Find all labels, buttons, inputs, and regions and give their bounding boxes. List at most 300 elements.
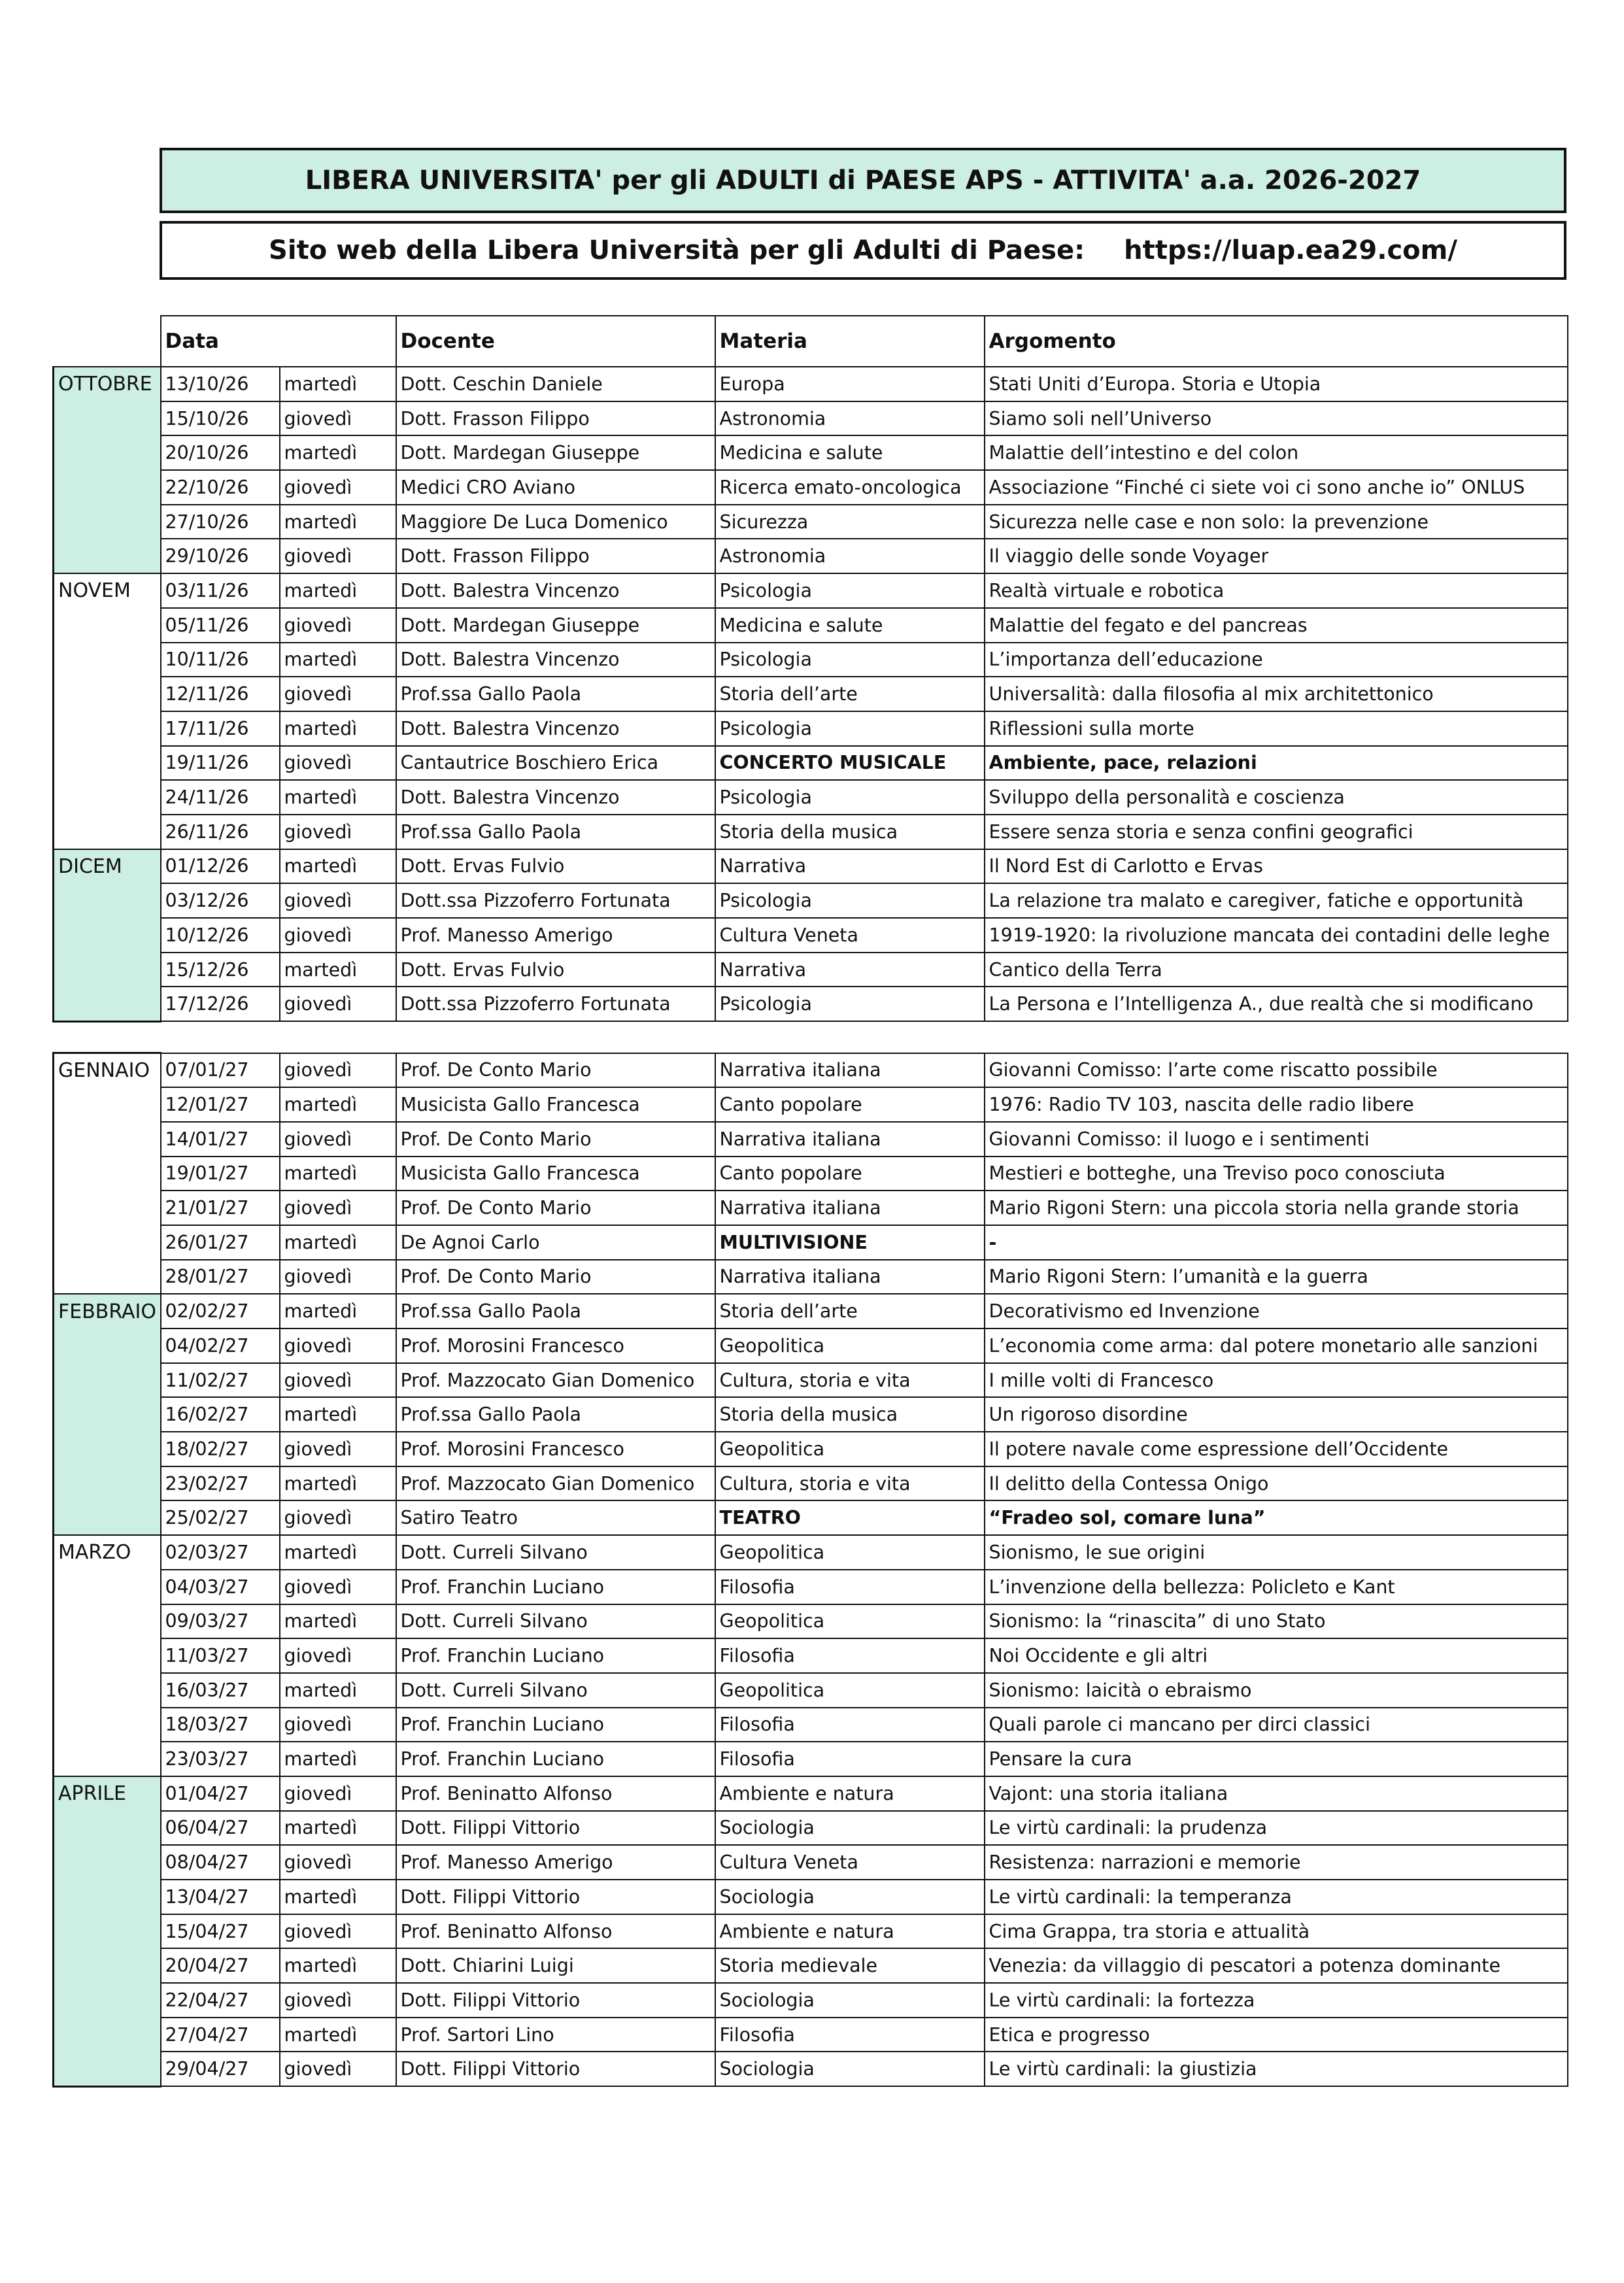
date-cell: 22/10/26 [161,470,280,505]
subject-cell: Filosofia [715,1708,985,1742]
subject-cell: Psicologia [715,643,985,677]
subject-cell: Canto popolare [715,1087,985,1122]
date-cell: 07/01/27 [161,1053,280,1088]
teacher-cell: Prof. Franchin Luciano [396,1708,715,1742]
subject-cell: Medicina e salute [715,608,985,643]
month-label: MARZO [54,1535,161,1570]
topic-cell: Giovanni Comisso: il luogo e i sentimenti [985,1122,1568,1157]
date-cell: 02/02/27 [161,1294,280,1328]
date-cell: 22/04/27 [161,1983,280,2018]
teacher-cell: Prof.ssa Gallo Paola [396,677,715,711]
topic-cell: Un rigoroso disordine [985,1397,1568,1432]
month-cell [54,1638,161,1673]
table-row [54,918,1568,953]
weekday-cell: giovedì [280,401,396,436]
topic-cell: L’importanza dell’educazione [985,643,1568,677]
teacher-cell: Satiro Teatro [396,1500,715,1535]
subject-cell: CONCERTO MUSICALE [715,746,985,781]
teacher-cell: Dott. Balestra Vincenzo [396,780,715,815]
table-row [54,815,1568,849]
teacher-cell: Dott. Mardegan Giuseppe [396,608,715,643]
weekday-cell: giovedì [280,918,396,953]
topic-cell: Il delitto della Contessa Onigo [985,1466,1568,1501]
month-cell [54,711,161,746]
date-cell: 01/04/27 [161,1776,280,1811]
date-cell: 16/02/27 [161,1397,280,1432]
weekday-cell: martedì [280,849,396,884]
month-cell [54,780,161,815]
topic-cell: Sionismo: la “rinascita” di uno Stato [985,1604,1568,1639]
topic-cell: Malattie dell’intestino e del colon [985,435,1568,470]
date-cell: 23/03/27 [161,1742,280,1776]
weekday-cell: giovedì [280,1570,396,1604]
teacher-cell: Prof. Morosini Francesco [396,1432,715,1466]
date-cell: 29/10/26 [161,539,280,573]
topic-cell: Le virtù cardinali: la fortezza [985,1983,1568,2018]
subject-cell: Cultura, storia e vita [715,1466,985,1501]
subject-cell: Filosofia [715,1638,985,1673]
date-cell: 24/11/26 [161,780,280,815]
subject-cell: Storia dell’arte [715,677,985,711]
table-row [54,849,1568,884]
table-row [54,1363,1568,1398]
month-cell [54,608,161,643]
topic-cell: Decorativismo ed Invenzione [985,1294,1568,1328]
table-row [54,643,1568,677]
table-row [54,505,1568,539]
topic-cell: La Persona e l’Intelligenza A., due realtà che si modificano [985,987,1568,1021]
weekday-cell: martedì [280,1811,396,1846]
subject-cell: Astronomia [715,401,985,436]
subject-cell: Psicologia [715,987,985,1021]
teacher-cell: Dott. Mardegan Giuseppe [396,435,715,470]
teacher-cell: Prof. Manesso Amerigo [396,918,715,953]
subject-cell: Narrativa italiana [715,1191,985,1225]
date-cell: 18/02/27 [161,1432,280,1466]
weekday-cell: martedì [280,2018,396,2052]
subject-cell: Filosofia [715,1570,985,1604]
teacher-cell: De Agnoi Carlo [396,1225,715,1260]
weekday-cell: martedì [280,953,396,987]
topic-cell: Resistenza: narrazioni e memorie [985,1845,1568,1880]
subject-cell: Storia dell’arte [715,1294,985,1328]
topic-cell: Siamo soli nell’Universo [985,401,1568,436]
topic-cell: Venezia: da villaggio di pescatori a potenza dominante [985,1948,1568,1983]
topic-cell: 1976: Radio TV 103, nascita delle radio libere [985,1087,1568,1122]
subject-cell: Narrativa italiana [715,1053,985,1088]
teacher-cell: Prof. De Conto Mario [396,1053,715,1088]
topic-cell: Sionismo: laicità o ebraismo [985,1673,1568,1708]
table-row [54,1983,1568,2018]
topic-cell: La relazione tra malato e caregiver, fatiche e opportunità [985,883,1568,918]
header-date: Data [161,316,396,367]
teacher-cell: Dott. Filippi Vittorio [396,1811,715,1846]
date-cell: 18/03/27 [161,1708,280,1742]
subject-cell: TEATRO [715,1500,985,1535]
month-cell [54,1397,161,1432]
month-cell [54,505,161,539]
subject-cell: Sociologia [715,1880,985,1914]
table-row [54,987,1568,1021]
table-row [54,1157,1568,1191]
table-row [54,1432,1568,1466]
date-cell: 01/12/26 [161,849,280,884]
table-row [54,435,1568,470]
website-label: Sito web della Libera Università per gli Adulti di Paese: [269,235,1085,265]
month-cell [54,1742,161,1776]
table-row [54,883,1568,918]
teacher-cell: Prof. De Conto Mario [396,1260,715,1294]
topic-cell: - [985,1225,1568,1260]
table-row [54,1880,1568,1914]
subject-cell: Geopolitica [715,1535,985,1570]
subject-cell: Filosofia [715,2018,985,2052]
month-cell [54,677,161,711]
weekday-cell: martedì [280,1087,396,1122]
date-cell: 23/02/27 [161,1466,280,1501]
header-teacher: Docente [396,316,715,367]
teacher-cell: Dott.ssa Pizzoferro Fortunata [396,987,715,1021]
topic-cell: “Fradeo sol, comare luna” [985,1500,1568,1535]
teacher-cell: Dott. Frasson Filippo [396,401,715,436]
weekday-cell: martedì [280,1157,396,1191]
subject-cell: Narrativa italiana [715,1260,985,1294]
topic-cell: Il Nord Est di Carlotto e Ervas [985,849,1568,884]
date-cell: 12/01/27 [161,1087,280,1122]
subject-cell: Psicologia [715,883,985,918]
subject-cell: Geopolitica [715,1328,985,1363]
table-header-row [54,316,1568,367]
table-row [54,539,1568,573]
table-row [54,470,1568,505]
subject-cell: Sicurezza [715,505,985,539]
weekday-cell: giovedì [280,1432,396,1466]
month-label: DICEM [54,849,161,884]
table-row [54,677,1568,711]
date-cell: 11/02/27 [161,1363,280,1398]
subject-cell: Sociologia [715,1983,985,2018]
subject-cell: Storia della musica [715,815,985,849]
table-row [54,1225,1568,1260]
teacher-cell: Musicista Gallo Francesca [396,1157,715,1191]
topic-cell: Noi Occidente e gli altri [985,1638,1568,1673]
teacher-cell: Dott. Filippi Vittorio [396,1880,715,1914]
weekday-cell: martedì [280,1742,396,1776]
weekday-cell: giovedì [280,1053,396,1088]
table-row [54,1122,1568,1157]
table-row [54,1535,1568,1570]
weekday-cell: martedì [280,711,396,746]
table-row [54,711,1568,746]
date-cell: 12/11/26 [161,677,280,711]
month-cell [54,2052,161,2086]
month-cell [54,1328,161,1363]
topic-cell: Stati Uniti d’Europa. Storia e Utopia [985,367,1568,401]
date-cell: 15/04/27 [161,1914,280,1949]
subject-cell: Filosofia [715,1742,985,1776]
table-row [54,367,1568,401]
teacher-cell: Prof.ssa Gallo Paola [396,815,715,849]
month-cell [54,1880,161,1914]
topic-cell: Le virtù cardinali: la giustizia [985,2052,1568,2086]
subject-cell: Medicina e salute [715,435,985,470]
weekday-cell: giovedì [280,1191,396,1225]
table-row [54,953,1568,987]
topic-cell: Essere senza storia e senza confini geografici [985,815,1568,849]
month-cell [54,1157,161,1191]
teacher-cell: Dott. Balestra Vincenzo [396,573,715,608]
date-cell: 13/10/26 [161,367,280,401]
date-cell: 17/11/26 [161,711,280,746]
weekday-cell: martedì [280,1294,396,1328]
table-row [54,1708,1568,1742]
date-cell: 29/04/27 [161,2052,280,2086]
schedule-table-winter-spring [52,1052,1568,2088]
subject-cell: Narrativa [715,953,985,987]
month-cell [54,539,161,573]
subject-cell: Psicologia [715,573,985,608]
month-cell [54,643,161,677]
date-cell: 15/10/26 [161,401,280,436]
topic-cell: Le virtù cardinali: la prudenza [985,1811,1568,1846]
month-label: NOVEM [54,573,161,608]
month-cell [54,1191,161,1225]
table-row [54,1845,1568,1880]
date-cell: 09/03/27 [161,1604,280,1639]
date-cell: 15/12/26 [161,953,280,987]
table-row [54,1260,1568,1294]
weekday-cell: giovedì [280,1914,396,1949]
weekday-cell: martedì [280,1948,396,1983]
subject-cell: Sociologia [715,2052,985,2086]
date-cell: 02/03/27 [161,1535,280,1570]
weekday-cell: martedì [280,643,396,677]
table-row [54,1673,1568,1708]
topic-cell: Malattie del fegato e del pancreas [985,608,1568,643]
weekday-cell: giovedì [280,883,396,918]
website-url[interactable]: https://luap.ea29.com/ [1124,235,1457,265]
month-label: OTTOBRE [54,367,161,401]
month-cell [54,1604,161,1639]
date-cell: 20/04/27 [161,1948,280,1983]
month-cell [54,1673,161,1708]
document-title: LIBERA UNIVERSITA' per gli ADULTI di PAESE APS - ATTIVITA' a.a. 2026-2027 [305,165,1421,195]
weekday-cell: giovedì [280,1638,396,1673]
month-cell [54,1983,161,2018]
month-cell [54,1087,161,1122]
weekday-cell: martedì [280,780,396,815]
topic-cell: L’invenzione della bellezza: Policleto e Kant [985,1570,1568,1604]
date-cell: 06/04/27 [161,1811,280,1846]
date-cell: 14/01/27 [161,1122,280,1157]
weekday-cell: giovedì [280,608,396,643]
teacher-cell: Prof. De Conto Mario [396,1191,715,1225]
teacher-cell: Prof. Franchin Luciano [396,1742,715,1776]
month-cell [54,918,161,953]
teacher-cell: Prof. Beninatto Alfonso [396,1914,715,1949]
subject-cell: Psicologia [715,711,985,746]
date-cell: 25/02/27 [161,1500,280,1535]
teacher-cell: Prof. De Conto Mario [396,1122,715,1157]
weekday-cell: giovedì [280,539,396,573]
topic-cell: Associazione “Finché ci siete voi ci sono anche io” ONLUS [985,470,1568,505]
teacher-cell: Cantautrice Boschiero Erica [396,746,715,781]
weekday-cell: martedì [280,1397,396,1432]
teacher-cell: Medici CRO Aviano [396,470,715,505]
month-cell [54,1708,161,1742]
teacher-cell: Dott. Ceschin Daniele [396,367,715,401]
month-cell [54,1466,161,1501]
month-cell [54,883,161,918]
weekday-cell: giovedì [280,1122,396,1157]
month-cell [54,1225,161,1260]
date-cell: 11/03/27 [161,1638,280,1673]
teacher-cell: Prof. Beninatto Alfonso [396,1776,715,1811]
table-row [54,1742,1568,1776]
teacher-cell: Prof. Mazzocato Gian Domenico [396,1466,715,1501]
topic-cell: Le virtù cardinali: la temperanza [985,1880,1568,1914]
weekday-cell: giovedì [280,1776,396,1811]
table-row [54,1638,1568,1673]
month-cell [54,1432,161,1466]
subject-cell: Sociologia [715,1811,985,1846]
subject-cell: Ambiente e natura [715,1776,985,1811]
topic-cell: Il potere navale come espressione dell’Occidente [985,1432,1568,1466]
teacher-cell: Maggiore De Luca Domenico [396,505,715,539]
topic-cell: L’economia come arma: dal potere monetario alle sanzioni [985,1328,1568,1363]
date-cell: 08/04/27 [161,1845,280,1880]
subject-cell: Narrativa italiana [715,1122,985,1157]
teacher-cell: Prof. Morosini Francesco [396,1328,715,1363]
teacher-cell: Prof. Franchin Luciano [396,1638,715,1673]
date-cell: 16/03/27 [161,1673,280,1708]
subject-cell: Cultura, storia e vita [715,1363,985,1398]
teacher-cell: Dott. Curreli Silvano [396,1673,715,1708]
teacher-cell: Dott. Chiarini Luigi [396,1948,715,1983]
header-topic: Argomento [985,316,1568,367]
date-cell: 03/11/26 [161,573,280,608]
weekday-cell: giovedì [280,470,396,505]
table-row [54,1087,1568,1122]
table-row [54,1294,1568,1328]
topic-cell: 1919-1920: la rivoluzione mancata dei contadini delle leghe [985,918,1568,953]
teacher-cell: Prof. Franchin Luciano [396,1570,715,1604]
topic-cell: Mestieri e botteghe, una Treviso poco conosciuta [985,1157,1568,1191]
weekday-cell: giovedì [280,2052,396,2086]
subject-cell: Storia medievale [715,1948,985,1983]
table-row [54,1811,1568,1846]
table-row [54,746,1568,781]
subject-cell: Cultura Veneta [715,918,985,953]
table-row [54,1500,1568,1535]
table-row [54,573,1568,608]
weekday-cell: martedì [280,1535,396,1570]
table-row [54,780,1568,815]
date-cell: 05/11/26 [161,608,280,643]
teacher-cell: Dott. Curreli Silvano [396,1604,715,1639]
table-row [54,1914,1568,1949]
date-cell: 19/11/26 [161,746,280,781]
topic-cell: Cima Grappa, tra storia e attualità [985,1914,1568,1949]
month-cell [54,1500,161,1535]
table-row [54,1604,1568,1639]
weekday-cell: martedì [280,1673,396,1708]
month-cell [54,953,161,987]
weekday-cell: giovedì [280,1260,396,1294]
month-label: APRILE [54,1776,161,1811]
weekday-cell: giovedì [280,677,396,711]
date-cell: 13/04/27 [161,1880,280,1914]
month-cell [54,2018,161,2052]
weekday-cell: martedì [280,1880,396,1914]
month-cell [54,987,161,1021]
table-row [54,1053,1568,1088]
topic-cell: Quali parole ci mancano per dirci classici [985,1708,1568,1742]
month-cell [54,1570,161,1604]
teacher-cell: Dott. Frasson Filippo [396,539,715,573]
subject-cell: Narrativa [715,849,985,884]
teacher-cell: Dott. Curreli Silvano [396,1535,715,1570]
table-row [54,1466,1568,1501]
weekday-cell: martedì [280,367,396,401]
teacher-cell: Dott. Ervas Fulvio [396,953,715,987]
teacher-cell: Dott. Balestra Vincenzo [396,643,715,677]
subject-cell: Psicologia [715,780,985,815]
table-row [54,1191,1568,1225]
month-cell [54,815,161,849]
topic-cell: Sionismo, le sue origini [985,1535,1568,1570]
table-row [54,401,1568,436]
subject-cell: MULTIVISIONE [715,1225,985,1260]
teacher-cell: Dott. Filippi Vittorio [396,2052,715,2086]
subject-cell: Europa [715,367,985,401]
month-cell [54,401,161,436]
table-row [54,1328,1568,1363]
topic-cell: Riflessioni sulla morte [985,711,1568,746]
teacher-cell: Prof.ssa Gallo Paola [396,1294,715,1328]
topic-cell: I mille volti di Francesco [985,1363,1568,1398]
topic-cell: Sviluppo della personalità e coscienza [985,780,1568,815]
date-cell: 19/01/27 [161,1157,280,1191]
weekday-cell: martedì [280,573,396,608]
topic-cell: Realtà virtuale e robotica [985,573,1568,608]
month-label: FEBBRAIO [54,1294,161,1328]
topic-cell: Universalità: dalla filosofia al mix architettonico [985,677,1568,711]
table-row [54,1397,1568,1432]
website-banner [160,221,1566,280]
topic-cell: Vajont: una storia italiana [985,1776,1568,1811]
document-title-banner [160,148,1566,213]
topic-cell: Giovanni Comisso: l’arte come riscatto possibile [985,1053,1568,1088]
topic-cell: Il viaggio delle sonde Voyager [985,539,1568,573]
topic-cell: Mario Rigoni Stern: l’umanità e la guerra [985,1260,1568,1294]
month-cell [54,746,161,781]
weekday-cell: martedì [280,1466,396,1501]
teacher-cell: Dott.ssa Pizzoferro Fortunata [396,883,715,918]
weekday-cell: martedì [280,435,396,470]
date-cell: 27/10/26 [161,505,280,539]
weekday-cell: martedì [280,505,396,539]
table-row [54,1570,1568,1604]
month-cell [54,1914,161,1949]
date-cell: 20/10/26 [161,435,280,470]
month-cell [54,435,161,470]
table-row [54,2052,1568,2086]
topic-cell: Ambiente, pace, relazioni [985,746,1568,781]
subject-cell: Geopolitica [715,1604,985,1639]
schedule-table-autumn [52,315,1568,1023]
date-cell: 26/11/26 [161,815,280,849]
